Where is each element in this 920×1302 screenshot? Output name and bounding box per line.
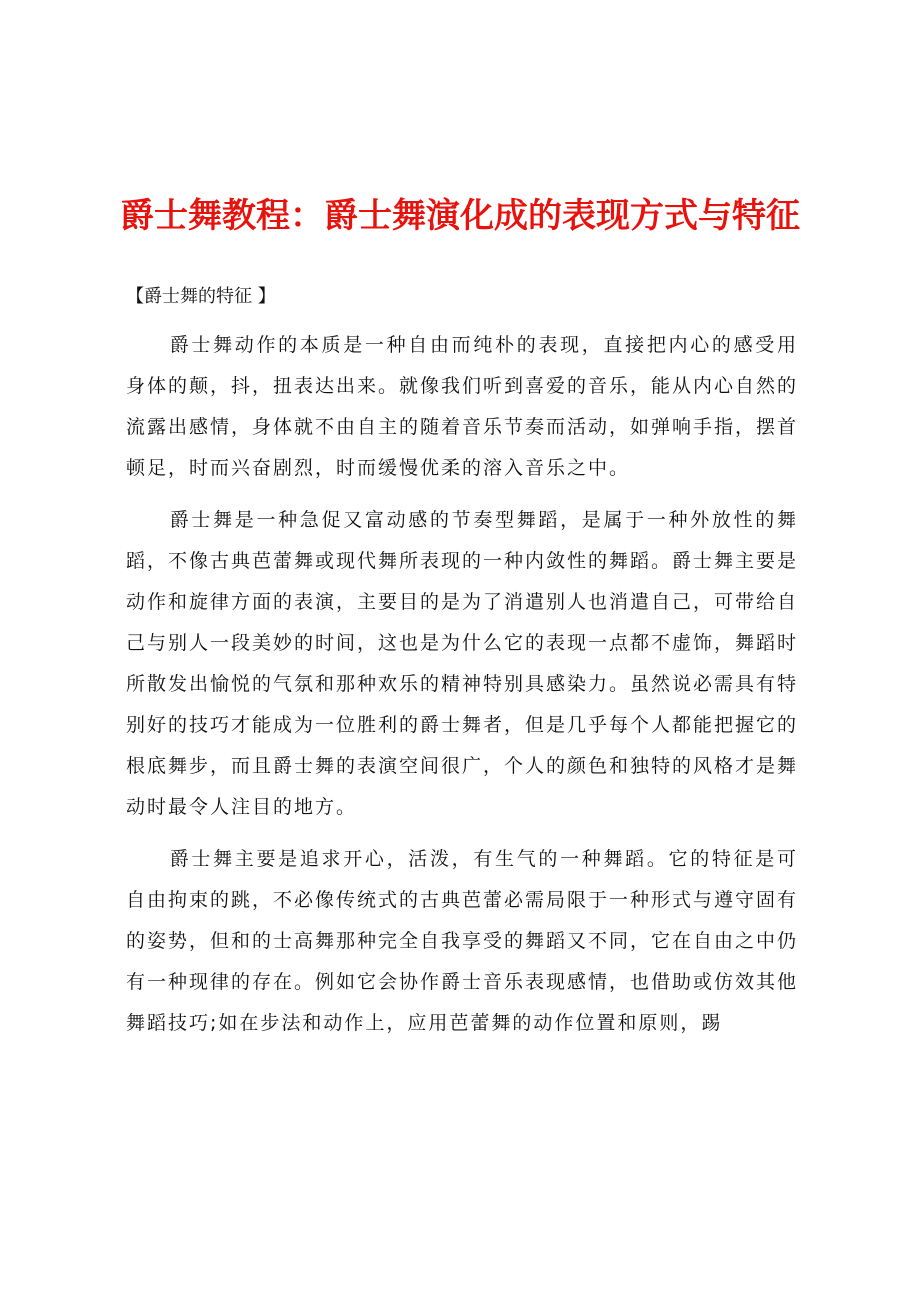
document-title: 爵士舞教程：爵士舞演化成的表现方式与特征 <box>120 196 800 236</box>
paragraph-2: 爵士舞是一种急促又富动感的节奏型舞蹈，是属于一种外放性的舞蹈，不像古典芭蕾舞或现代舞所表现的一种内敛性的舞蹈。爵士舞主要是动作和旋律方面的表演，主要目的是为了消遣别人也消遣自己，可带给自己与别人一段美妙的时间，这也是为什么它的表现一点都不虚饰，舞蹈时所散发出愉悦的气氛和那种欢乐的精神特别具感染力。虽然说必需具有特别好的技巧才能成为一位胜利的爵士舞者，但是几乎每个人都能把握它的根底舞步，而且爵士舞的表演空间很广，个人的颜色和独特的风格才是舞动时最令人注目的地方。 <box>126 509 799 818</box>
paragraph-1: 爵士舞动作的本质是一种自由而纯朴的表现，直接把内心的感受用身体的颠，抖，扭表达出来。就像我们听到喜爱的音乐，能从内心自然的流露出感情，身体就不由自主的随着音乐节奏而活动，如弹响手指，摆首顿足，时而兴奋剧烈，时而缓慢优柔的溶入音乐之中。 <box>126 334 799 479</box>
paragraph-3: 爵士舞主要是追求开心，活泼，有生气的一种舞蹈。它的特征是可自由拘束的跳，不必像传统式的古典芭蕾必需局限于一种形式与遵守固有的姿势，但和的士高舞那种完全自我享受的舞蹈又不同，它在自由之中仍有一种现律的存在。例如它会协作爵士音乐表现感情，也借助或仿效其他舞蹈技巧;如在步法和动作上，应用芭蕾舞的动作位置和原则，踢 <box>126 848 799 1034</box>
section-heading: 【爵士舞的特征 】 <box>126 286 276 307</box>
document-body <box>126 325 798 1055</box>
